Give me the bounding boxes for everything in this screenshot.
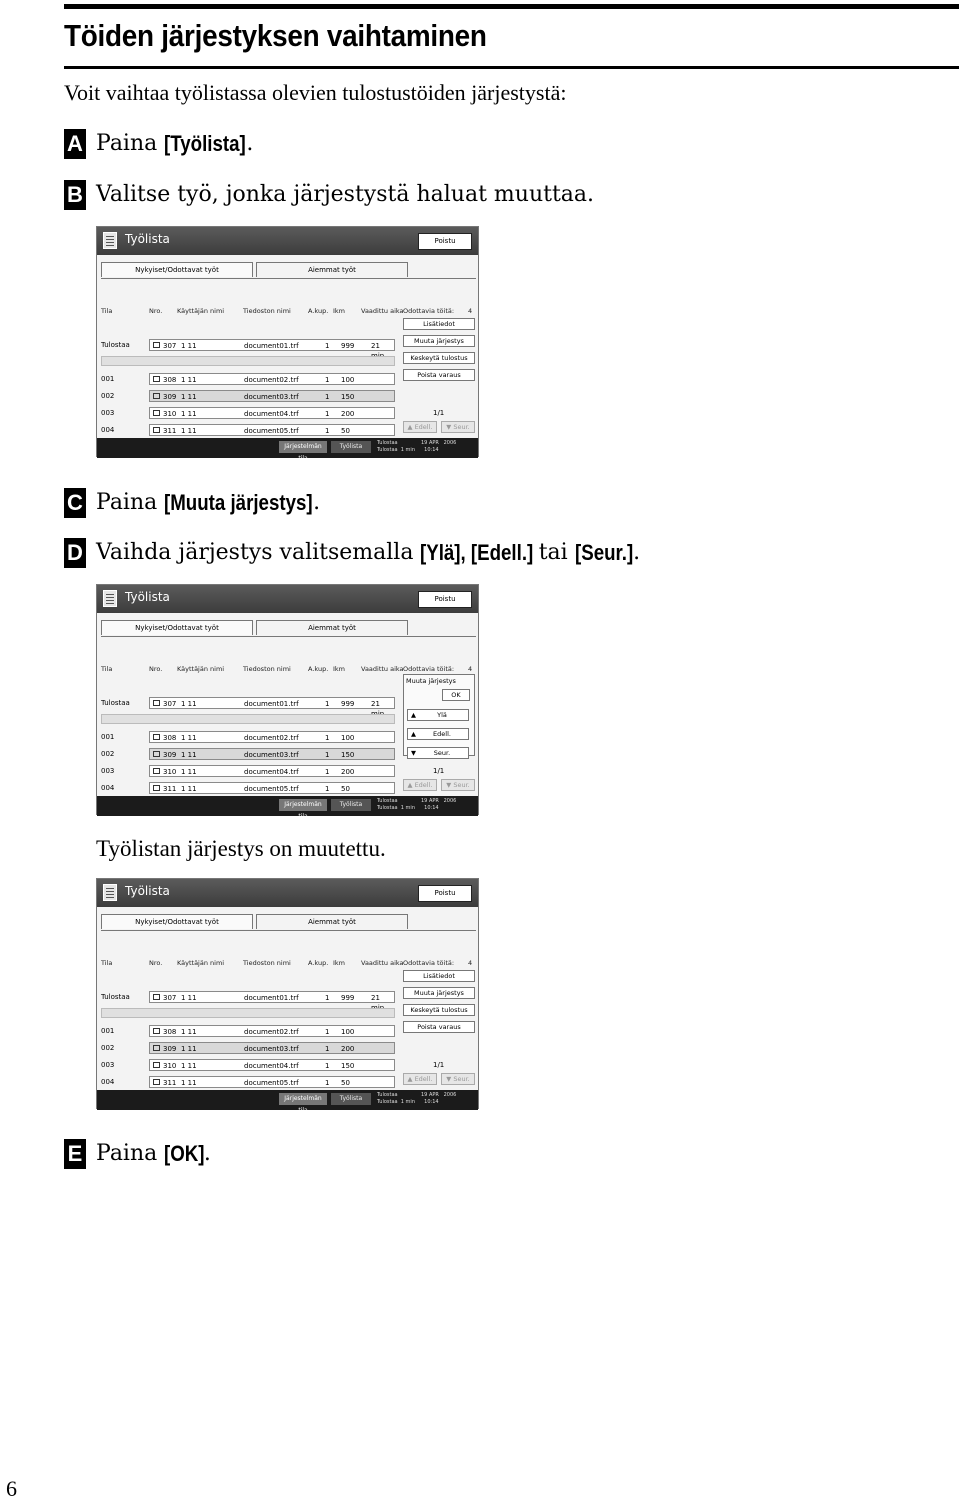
job-user: 1 11 <box>181 1079 197 1087</box>
next-page-button[interactable] <box>441 421 475 433</box>
printer-icon <box>153 1079 160 1085</box>
column-header-user: Käyttäjän nimi <box>177 665 225 673</box>
printer-icon <box>153 734 160 740</box>
row-label: 003 <box>101 767 115 775</box>
job-pages: 150 <box>341 751 355 759</box>
top-button-label: Ylä <box>437 711 447 719</box>
table-row[interactable] <box>149 407 395 419</box>
column-header-file: Tiedoston nimi <box>243 665 291 673</box>
row-label-printing: Tulostaa <box>101 699 130 707</box>
row-label: 004 <box>101 1078 115 1086</box>
status-bar <box>97 796 478 820</box>
job-qty: 1 <box>325 1028 330 1036</box>
column-header-user: Käyttäjän nimi <box>177 959 225 967</box>
step-text-end: . <box>633 540 641 565</box>
status-bar <box>97 438 478 462</box>
job-number: 310 <box>163 1062 177 1070</box>
table-row[interactable] <box>149 1059 395 1071</box>
joblist-icon <box>103 232 117 249</box>
divider-bar <box>101 356 395 366</box>
job-qty: 1 <box>325 410 330 418</box>
step-button-label: [Työlista] <box>164 131 246 156</box>
table-row[interactable] <box>149 731 395 743</box>
job-user: 1 11 <box>181 342 197 350</box>
tab-previous-jobs[interactable]: Aiemmat työt <box>256 914 408 929</box>
step-number: D <box>64 538 86 568</box>
printer-icon <box>153 410 160 416</box>
prev-page-button[interactable] <box>403 779 437 791</box>
job-user: 1 11 <box>181 994 197 1002</box>
tab-current-jobs[interactable]: Nykyiset/Odottavat työt <box>101 914 253 929</box>
status-bar <box>97 1090 478 1114</box>
exit-button[interactable]: Poistu <box>418 233 472 250</box>
column-header-qty: A.kup. <box>308 307 329 315</box>
step-text-end: . <box>246 131 254 156</box>
screen-header <box>97 585 478 613</box>
joblist-status-button[interactable]: Työlista <box>331 441 371 453</box>
job-qty: 1 <box>325 994 330 1002</box>
table-row[interactable] <box>149 1076 395 1088</box>
row-label: 001 <box>101 1027 115 1035</box>
arrow-down-icon: ▼ <box>411 749 416 757</box>
printer-icon <box>153 427 160 433</box>
job-file: document02.trf <box>244 1028 299 1036</box>
divider-bar <box>101 1008 395 1018</box>
column-header-qty: A.kup. <box>308 665 329 673</box>
job-qty: 1 <box>325 342 330 350</box>
table-row[interactable] <box>149 991 395 1003</box>
next-page-button[interactable] <box>441 779 475 791</box>
column-header-file: Tiedoston nimi <box>243 307 291 315</box>
printer-icon <box>153 393 160 399</box>
status-date: 19 APR 2006 10:14 <box>421 440 457 453</box>
step-3 <box>64 490 320 518</box>
job-time: 21 <box>371 700 380 708</box>
step-text: Paina <box>96 1141 165 1166</box>
prev-button[interactable] <box>407 728 469 740</box>
job-pages: 50 <box>341 1079 350 1087</box>
arrow-up-icon: ▲ <box>411 711 416 719</box>
row-label: 002 <box>101 750 115 758</box>
system-status-button[interactable]: Järjestelmän tila <box>279 1093 327 1105</box>
job-qty: 1 <box>325 376 330 384</box>
column-header-waiting: Odottavia töitä: <box>403 959 455 967</box>
column-header-time: Vaadittu aika <box>361 307 404 315</box>
tab-bar <box>101 914 476 931</box>
step-1 <box>64 131 253 159</box>
screenshot-joblist-2 <box>96 584 479 820</box>
job-pages: 200 <box>341 1045 355 1053</box>
printer-icon <box>153 342 160 348</box>
job-pages: 999 <box>341 700 355 708</box>
job-number: 308 <box>163 1028 177 1036</box>
job-pages: 100 <box>341 1028 355 1036</box>
reorder-panel-title: Muuta järjestys <box>406 677 456 685</box>
next-page-button[interactable] <box>441 1073 475 1085</box>
job-file: document01.trf <box>244 342 299 350</box>
column-header-time: Vaadittu aika <box>361 665 404 673</box>
next-page-label: Seur. <box>453 1075 470 1083</box>
printer-icon <box>153 768 160 774</box>
joblist-status-button[interactable]: Työlista <box>331 799 371 811</box>
job-file: document04.trf <box>244 410 299 418</box>
details-button[interactable]: Lisätiedot <box>403 970 475 982</box>
job-user: 1 11 <box>181 393 197 401</box>
job-number: 308 <box>163 734 177 742</box>
column-header-user: Käyttäjän nimi <box>177 307 225 315</box>
job-qty: 1 <box>325 785 330 793</box>
step-number: A <box>64 129 86 159</box>
job-file: document02.trf <box>244 734 299 742</box>
job-user: 1 11 <box>181 700 197 708</box>
pager: 1/1 <box>433 409 445 417</box>
tab-previous-jobs[interactable]: Aiemmat työt <box>256 262 408 277</box>
arrow-up-icon: ▲ <box>411 730 416 738</box>
row-label: 004 <box>101 426 115 434</box>
column-header-pages: Ikm <box>333 307 346 315</box>
job-pages: 100 <box>341 376 355 384</box>
table-row[interactable] <box>149 782 395 794</box>
prev-page-button[interactable] <box>403 421 437 433</box>
step-text-end: . <box>313 490 321 515</box>
job-file: document04.trf <box>244 1062 299 1070</box>
joblist-icon <box>103 590 117 607</box>
printer-icon <box>153 1028 160 1034</box>
prev-page-label: Edell. <box>414 1075 433 1083</box>
job-file: document03.trf <box>244 1045 299 1053</box>
table-row[interactable] <box>149 748 395 760</box>
column-header-waiting: Odottavia töitä: <box>403 665 455 673</box>
result-text: Työlistan järjestys on muutettu. <box>96 836 386 861</box>
step-4 <box>64 540 640 568</box>
cancel-reservation-button[interactable]: Poista varaus <box>403 369 475 381</box>
status-date: 19 APR 2006 10:14 <box>421 798 457 811</box>
step-text: Vaihda järjestys valitsemalla <box>96 540 421 565</box>
page-number: 6 <box>6 1476 17 1501</box>
step-button-label: [Ylä], [Edell.] <box>420 540 534 565</box>
job-qty: 1 <box>325 734 330 742</box>
job-pages: 100 <box>341 734 355 742</box>
system-status-button[interactable]: Järjestelmän tila <box>279 799 327 811</box>
screen-title: Työlista <box>125 884 170 898</box>
row-label: 002 <box>101 392 115 400</box>
screen-header <box>97 227 478 255</box>
job-number: 307 <box>163 342 177 350</box>
row-label: 004 <box>101 784 115 792</box>
job-qty: 1 <box>325 1045 330 1053</box>
screenshot-joblist-1 <box>96 226 479 462</box>
printer-icon <box>153 1045 160 1051</box>
column-header-waiting: Odottavia töitä: <box>403 307 455 315</box>
step-text-mid: tai <box>531 540 575 565</box>
waiting-count: 4 <box>468 665 473 673</box>
top-rule <box>64 4 959 9</box>
title-rule <box>64 66 959 69</box>
job-file: document02.trf <box>244 376 299 384</box>
job-user: 1 11 <box>181 427 197 435</box>
prev-page-label: Edell. <box>414 423 433 431</box>
row-label-printing: Tulostaa <box>101 993 130 1001</box>
step-button-label: [Muuta järjestys] <box>164 490 313 515</box>
column-header-pages: Ikm <box>333 665 346 673</box>
column-header-time: Vaadittu aika <box>361 959 404 967</box>
job-pages: 999 <box>341 994 355 1002</box>
top-button[interactable] <box>407 709 469 721</box>
status-info: Tulostaa Tulostaa 1 min <box>377 440 415 453</box>
table-row[interactable] <box>149 1025 395 1037</box>
reorder-button[interactable]: Muuta järjestys <box>403 987 475 999</box>
prev-page-button[interactable] <box>403 1073 437 1085</box>
step-number: B <box>64 180 86 210</box>
arrow-up-icon: ▲ <box>407 1075 415 1083</box>
row-label: 002 <box>101 1044 115 1052</box>
table-row[interactable] <box>149 765 395 777</box>
table-row[interactable] <box>149 424 395 436</box>
job-user: 1 11 <box>181 734 197 742</box>
prev-button-label: Edell. <box>433 730 451 738</box>
job-number: 309 <box>163 751 177 759</box>
joblist-icon <box>103 884 117 901</box>
waiting-count: 4 <box>468 307 473 315</box>
row-label-printing: Tulostaa <box>101 341 130 349</box>
step-5 <box>64 1141 211 1169</box>
table-row[interactable] <box>149 1042 395 1054</box>
tab-bar <box>101 620 476 637</box>
reorder-button[interactable]: Muuta järjestys <box>403 335 475 347</box>
status-info: Tulostaa Tulostaa 1 min <box>377 1092 415 1105</box>
job-user: 1 11 <box>181 1028 197 1036</box>
job-file: document01.trf <box>244 700 299 708</box>
next-page-label: Seur. <box>453 781 470 789</box>
row-label: 003 <box>101 1061 115 1069</box>
arrow-down-icon: ▼ <box>446 781 454 789</box>
intro-text: Voit vaihtaa työlistassa olevien tulostustöiden järjestystä: <box>64 80 567 105</box>
job-qty: 1 <box>325 427 330 435</box>
next-button-label: Seur. <box>433 749 451 757</box>
tab-bar <box>101 262 476 279</box>
row-label: 001 <box>101 733 115 741</box>
job-number: 307 <box>163 700 177 708</box>
page-title: Töiden järjestyksen vaihtaminen <box>64 18 487 53</box>
job-qty: 1 <box>325 1079 330 1087</box>
table-row[interactable] <box>149 339 395 351</box>
job-number: 309 <box>163 393 177 401</box>
screenshot-joblist-3 <box>96 878 479 1114</box>
job-number: 309 <box>163 1045 177 1053</box>
printer-icon <box>153 751 160 757</box>
column-header-state: Tila <box>101 307 113 315</box>
status-info: Tulostaa Tulostaa 1 min <box>377 798 415 811</box>
step-number: C <box>64 488 86 518</box>
arrow-up-icon: ▲ <box>407 781 415 789</box>
tab-current-jobs[interactable]: Nykyiset/Odottavat työt <box>101 620 253 635</box>
arrow-down-icon: ▼ <box>446 423 454 431</box>
column-header-file: Tiedoston nimi <box>243 959 291 967</box>
job-number: 307 <box>163 994 177 1002</box>
job-qty: 1 <box>325 751 330 759</box>
job-qty: 1 <box>325 1062 330 1070</box>
job-file: document05.trf <box>244 1079 299 1087</box>
step-text: Paina <box>96 490 165 515</box>
job-user: 1 11 <box>181 410 197 418</box>
job-number: 311 <box>163 785 177 793</box>
exit-button[interactable]: Poistu <box>418 885 472 902</box>
printer-icon <box>153 700 160 706</box>
job-pages: 150 <box>341 393 355 401</box>
job-file: document05.trf <box>244 785 299 793</box>
job-file: document04.trf <box>244 768 299 776</box>
tab-current-jobs[interactable]: Nykyiset/Odottavat työt <box>101 262 253 277</box>
job-qty: 1 <box>325 393 330 401</box>
joblist-status-button[interactable]: Työlista <box>331 1093 371 1105</box>
column-header-no: Nro. <box>149 307 163 315</box>
job-user: 1 11 <box>181 1062 197 1070</box>
suspend-button[interactable]: Keskeytä tulostus <box>403 352 475 364</box>
arrow-up-icon: ▲ <box>407 423 415 431</box>
job-number: 308 <box>163 376 177 384</box>
step-button-label: [OK] <box>164 1141 205 1166</box>
system-status-button[interactable]: Järjestelmän tila <box>279 441 327 453</box>
step-text: Valitse työ, jonka järjestystä haluat muuttaa. <box>96 182 595 207</box>
job-pages: 150 <box>341 1062 355 1070</box>
job-number: 311 <box>163 427 177 435</box>
job-pages: 200 <box>341 410 355 418</box>
screen-title: Työlista <box>125 232 170 246</box>
job-number: 310 <box>163 768 177 776</box>
printer-icon <box>153 1062 160 1068</box>
job-file: document01.trf <box>244 994 299 1002</box>
job-user: 1 11 <box>181 751 197 759</box>
job-number: 310 <box>163 410 177 418</box>
job-user: 1 11 <box>181 785 197 793</box>
job-time: 21 <box>371 994 380 1002</box>
row-label: 003 <box>101 409 115 417</box>
job-file: document03.trf <box>244 393 299 401</box>
job-user: 1 11 <box>181 768 197 776</box>
table-row[interactable] <box>149 390 395 402</box>
prev-page-label: Edell. <box>414 781 433 789</box>
step-text-end: . <box>203 1141 211 1166</box>
arrow-down-icon: ▼ <box>446 1075 454 1083</box>
job-qty: 1 <box>325 700 330 708</box>
column-header-qty: A.kup. <box>308 959 329 967</box>
row-label: 001 <box>101 375 115 383</box>
column-header-pages: Ikm <box>333 959 346 967</box>
details-button[interactable]: Lisätiedot <box>403 318 475 330</box>
column-header-state: Tila <box>101 665 113 673</box>
column-header-state: Tila <box>101 959 113 967</box>
pager: 1/1 <box>433 767 445 775</box>
next-button[interactable] <box>407 747 469 759</box>
next-page-label: Seur. <box>453 423 470 431</box>
job-file: document05.trf <box>244 427 299 435</box>
job-pages: 50 <box>341 427 350 435</box>
column-header-no: Nro. <box>149 665 163 673</box>
job-time: 21 <box>371 342 380 350</box>
table-row[interactable] <box>149 697 395 709</box>
step-button-label-2: [Seur.] <box>574 540 633 565</box>
step-text: Paina <box>96 131 165 156</box>
step-number: E <box>64 1139 86 1169</box>
printer-icon <box>153 376 160 382</box>
screen-header <box>97 879 478 907</box>
printer-icon <box>153 994 160 1000</box>
table-row[interactable] <box>149 373 395 385</box>
job-qty: 1 <box>325 768 330 776</box>
step-2 <box>64 182 594 210</box>
status-date: 19 APR 2006 10:14 <box>421 1092 457 1105</box>
ok-button[interactable]: OK <box>442 689 470 701</box>
job-pages: 200 <box>341 768 355 776</box>
divider-bar <box>101 714 395 724</box>
job-pages: 999 <box>341 342 355 350</box>
waiting-count: 4 <box>468 959 473 967</box>
printer-icon <box>153 785 160 791</box>
job-user: 1 11 <box>181 376 197 384</box>
tab-previous-jobs[interactable]: Aiemmat työt <box>256 620 408 635</box>
column-header-no: Nro. <box>149 959 163 967</box>
job-file: document03.trf <box>244 751 299 759</box>
pager: 1/1 <box>433 1061 445 1069</box>
exit-button[interactable]: Poistu <box>418 591 472 608</box>
job-pages: 50 <box>341 785 350 793</box>
job-number: 311 <box>163 1079 177 1087</box>
suspend-button[interactable]: Keskeytä tulostus <box>403 1004 475 1016</box>
job-user: 1 11 <box>181 1045 197 1053</box>
screen-title: Työlista <box>125 590 170 604</box>
cancel-reservation-button[interactable]: Poista varaus <box>403 1021 475 1033</box>
